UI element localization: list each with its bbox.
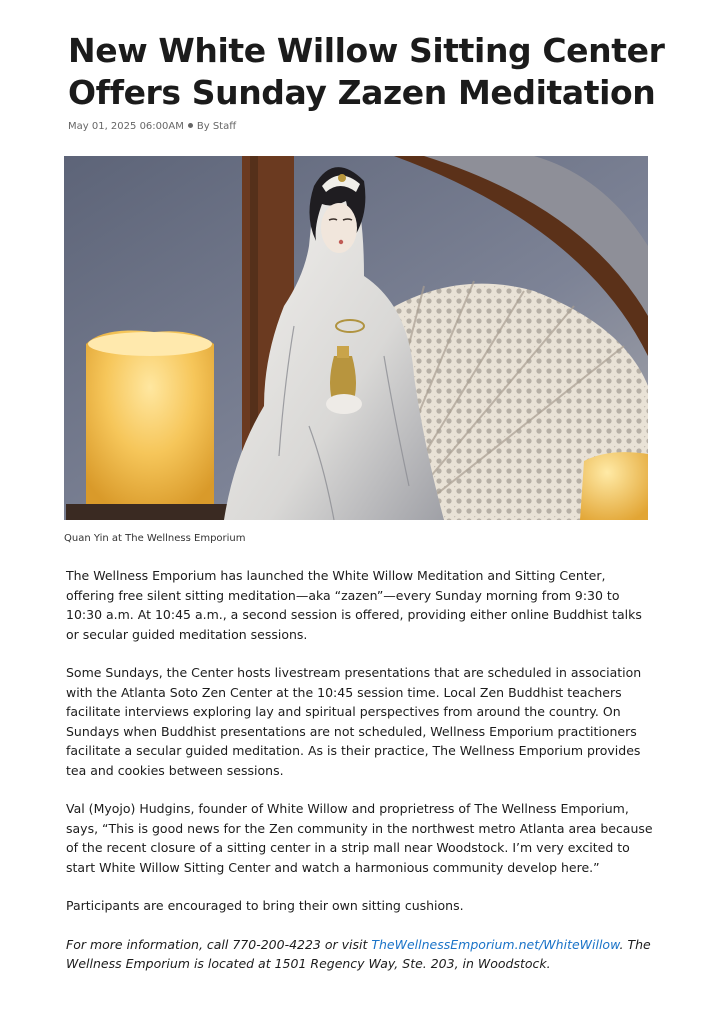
paragraph: Some Sundays, the Center hosts livestream presentations that are scheduled in association with the Atlanta Soto Zen Center at the 10:45 session time. Local Zen Buddhist teachers facilitate interviews exploring lay and spiritual perspectives from around the country. On Sundays when Buddhist presentations are not scheduled, Wellness Emporium practitioners facilitate a secular guided meditation. As is their practice, The Wellness Emporium provides tea and cookies between sessions. <box>66 665 642 778</box>
closing-paragraph <box>66 935 656 974</box>
paragraph: Participants are encouraged to bring their own sitting cushions. <box>66 898 464 913</box>
image-caption: Quan Yin at The Wellness Emporium <box>64 533 246 544</box>
article-image <box>64 156 648 520</box>
quan-yin-photo <box>64 156 648 520</box>
separator-dot-icon <box>188 123 193 128</box>
paragraph: Val (Myojo) Hudgins, founder of White Willow and proprietress of The Wellness Emporium, says, “This is good news for the Zen community in the northwest metro Atlanta area because of the recent closure of a sitting center in a strip mall near Woodstock. I’m very excited to start White Willow Sitting Center and watch a harmonious community develop here.” <box>66 801 653 875</box>
article-meta <box>68 121 236 132</box>
publish-date: May 01, 2025 06:00AM <box>68 121 184 132</box>
article-title: New White Willow Sitting Center Offers Sunday Zazen Meditation <box>68 31 665 112</box>
article-body <box>66 566 656 993</box>
white-willow-link[interactable]: TheWellnessEmporium.net/WhiteWillow <box>371 936 620 952</box>
closing-suffix: . The Wellness Emporium is located at 1501 Regency Way, Ste. 203, in Woodstock. <box>66 936 651 971</box>
paragraph: The Wellness Emporium has launched the White Willow Meditation and Sitting Center, offering free silent sitting meditation—aka “zazen”—every Sunday morning from 9:30 to 10:30 a.m. At 10:45 a.m., a second session is offered, providing either online Buddhist talks or secular guided meditation sessions. <box>66 568 642 642</box>
byline: By Staff <box>196 121 237 132</box>
closing-prefix: For more information, call 770-200-4223 or visit <box>66 936 372 952</box>
